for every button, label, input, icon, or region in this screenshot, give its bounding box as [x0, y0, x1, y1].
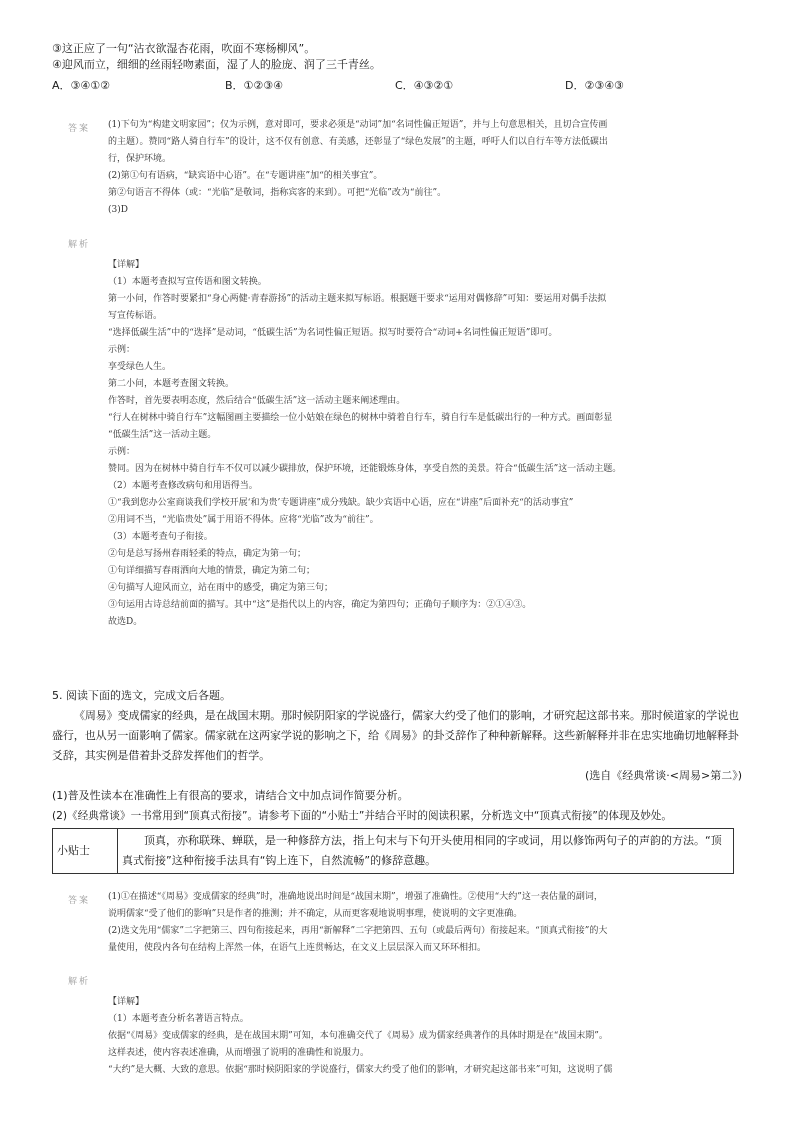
sub-question-1: (1)普及性读本在准确性上有很高的要求，请结合文中加点词作简要分析。 [52, 789, 409, 802]
answer-line: 的主题）。赞同“路人骑自行车”的设计，这不仅有创意、有美感，还彰显了“绿色发展”的主题，呼吁人们以自行车等方法低碳出 [108, 137, 608, 147]
answer-options [52, 77, 752, 93]
sentence-3: ③这正应了一句“沾衣欲湿杏花雨，吹面不寒杨柳风”。 [52, 42, 316, 55]
answer-line: (2)第①句有语病，“缺宾语中心语”。在“专题讲座”加“的相关事宜”。 [108, 171, 383, 181]
answer-line: (1)下句为“构建文明家园”；仅为示例，意对即可，要求必须是“动词”加“名词性偏正短语”，并与上句意思相关，且切合宣传画 [108, 120, 608, 130]
sub-question-2: (2)《经典常谈》一书常用到“顶真式衔接”。请参考下面的“小贴士”并结合平时的阅读积累，分析选文中“顶真式衔接”的体现及妙处。 [52, 810, 672, 822]
question-4-tail [52, 41, 752, 93]
question-5 [52, 686, 742, 874]
answer-label-5: 答案 [68, 896, 91, 906]
answer-line: 量使用，使段内各句在结构上浑然一体，在语气上连贯畅达，在文义上层层深入而又环环相扣。 [108, 943, 487, 953]
analysis-line: 故选D。 [108, 617, 143, 627]
answer-block-1 [108, 117, 748, 219]
tip-label: 小贴士 [53, 829, 118, 874]
answer-line: 说明儒家“受了他们的影响”只是作者的推测；并不确定，从而更客观地说明事理，使说明的文字更准确。 [108, 909, 523, 919]
analysis-line: “大约”是大概、大致的意思。依据“那时候阴阳家的学说盛行，儒家大约受了他们的影响，才研究起这部书来”可知，这说明了儒 [108, 1065, 613, 1075]
analysis-line: “行人在树林中骑自行车”这幅图画主要描绘一位小姑娘在绿色的树林中骑着自行车，骑自行车是低碳出行的一种方式。画面彰显 [108, 413, 613, 423]
analysis-line: ③句运用古诗总结前面的描写。其中“这”是指代以上的内容，确定为第四句；正确句子顺序为：②①④③。 [108, 600, 532, 610]
option-c[interactable]: C．④③②① [395, 79, 454, 92]
analysis-line: “低碳生活”这一活动主题。 [108, 430, 217, 440]
analysis-line: 第一小问，作答时要紧扣“身心两健·青春游扬”的活动主题来拟写标语。根据题干要求“运用对偶修辞”可知：要运用对偶手法拟 [108, 294, 607, 304]
answer-block-5 [108, 889, 748, 957]
analysis-line: 享受绿色人生。 [108, 362, 172, 372]
answer-line: (3)D [108, 205, 128, 215]
passage-source: (选自《经典常谈·<周易>第二》) [584, 769, 742, 782]
option-d[interactable]: D．②③④③ [565, 79, 624, 92]
detail-heading: 【详解】 [108, 997, 145, 1007]
analysis-line: 写宣传标语。 [108, 311, 163, 321]
analysis-line: 示例： [108, 447, 136, 457]
option-b[interactable]: B．①②③④ [225, 79, 283, 92]
analysis-line: （3）本题考查句子衔接。 [108, 532, 213, 542]
tip-table [52, 828, 734, 874]
analysis-line: （1）本题考查分析名著语言特点。 [108, 1014, 249, 1024]
option-a[interactable]: A．③④①② [52, 79, 110, 92]
analysis-label: 解析 [68, 240, 91, 250]
analysis-line: ①“我到您办公室商谈我们学校开展‘和为贵’专题讲座”成分残缺。缺少宾语中心语，应在“讲座”后面补充“的活动事宜” [108, 498, 574, 508]
question-heading: 5. 阅读下面的选文，完成文后各题。 [52, 689, 231, 702]
answer-line: (1)①在描述“《周易》变成儒家的经典”时，准确地说出时间是“战国末期”，增强了准确性。②使用“大约”这一表估量的副词， [108, 892, 603, 902]
tip-text: 顶真，亦称联珠、蝉联，是一种修辞方法，指上句末与下句开头使用相同的字或词，用以修饰两句子的声韵的方法。“顶真式衔接”这种衔接手法具有“钩上连下，自然流畅”的修辞意趣。 [118, 829, 734, 874]
reading-passage: 《周易》变成儒家的经典，是在战国末期。那时候阴阳家的学说盛行，儒家大约受了他们的影响，才研究起这部书来。那时候道家的学说也盛行，也从另一面影响了儒家。儒家就在这两家学说的影响之下，给《周易》的卦爻辞作了种种新解释。这些新解释并非在忠实地确切地解释卦爻辞，其实例是借着卦爻辞发挥他们的哲学。 [52, 709, 739, 762]
analysis-line: ④句描写人迎风而立，站在雨中的感受，确定为第三句； [108, 583, 334, 593]
analysis-line: 作答时，首先要表明态度，然后结合“低碳生活”这一活动主题来阐述理由。 [108, 396, 406, 406]
analysis-line: （1）本题考查拟写宣传语和图文转换。 [108, 277, 267, 287]
analysis-block-5 [108, 994, 748, 1079]
sentence-4: ④迎风而立，细细的丝雨轻吻素面，湿了人的脸庞、润了三千青丝。 [52, 58, 381, 71]
analysis-line: （2）本题考查修改病句和用语得当。 [108, 481, 258, 491]
detail-heading: 【详解】 [108, 260, 145, 270]
analysis-line: 这样表述，使内容表述准确，从而增强了说明的准确性和说服力。 [108, 1048, 370, 1058]
answer-line: (2)选文先用“儒家”二字把第三、四句衔接起来，再用“新解释”二字把第四、五句（或最后两句）衔接起来。“顶真式衔接”的大 [108, 926, 608, 936]
analysis-line: 示例： [108, 345, 136, 355]
analysis-line: 赞同。因为在树林中骑自行车不仅可以减少碳排放，保护环境，还能锻炼身体，享受自然的美景。符合“低碳生活”这一活动主题。 [108, 464, 622, 474]
analysis-line: ②用词不当，“光临贵处”属于用语不得体。应将“光临”改为“前往”。 [108, 515, 379, 525]
analysis-block-1 [108, 257, 748, 631]
analysis-line: “选择低碳生活”中的“选择”是动词，“低碳生活”为名词性偏正短语。拟写时要符合“动词+名词性偏正短语”即可。 [108, 328, 558, 338]
analysis-line: 依据“《周易》变成儒家的经典，是在战国末期”可知，本句准确交代了《周易》成为儒家经典著作的具体时期是在“战国末期”。 [108, 1031, 608, 1041]
analysis-line: 第二小问，本题考查图文转换。 [108, 379, 235, 389]
analysis-line: ①句详细描写春雨洒向大地的情景，确定为第二句； [108, 566, 316, 576]
answer-line: 第②句语言不得体（或：“光临”是敬词，指称宾客的来到）。可把“光临”改为“前往”。 [108, 188, 447, 198]
answer-label: 答案 [68, 124, 91, 134]
analysis-label-5: 解析 [68, 977, 91, 987]
analysis-line: ②句是总写扬州春雨轻柔的特点，确定为第一句； [108, 549, 307, 559]
answer-line: 行，保护环境。 [108, 154, 172, 164]
